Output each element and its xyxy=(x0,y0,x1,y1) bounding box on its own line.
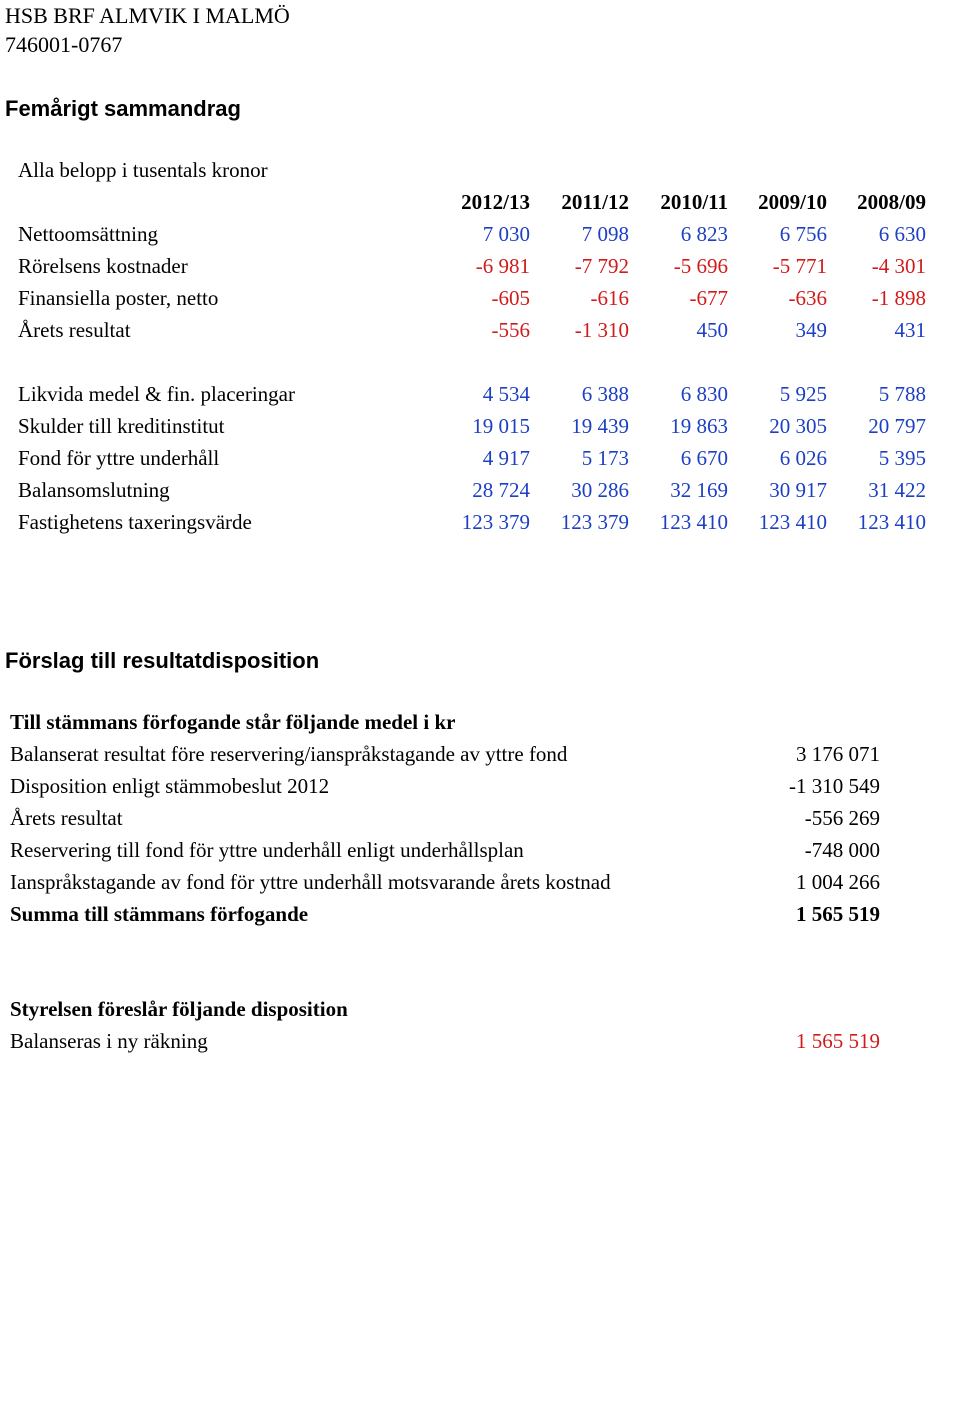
cell-value: 6 630 xyxy=(878,221,926,246)
year-header: 2008/09 xyxy=(857,189,926,214)
cell-value: 28 724 xyxy=(472,477,530,502)
disposition-row xyxy=(10,770,880,802)
cell-value: -1 898 xyxy=(871,285,926,310)
cell-value: 7 098 xyxy=(581,221,629,246)
proposal-heading: Styrelsen föreslår följande disposition xyxy=(10,997,348,1021)
disposition-row xyxy=(10,802,880,834)
row-label: Årets resultat xyxy=(10,806,123,830)
row-value: -556 269 xyxy=(804,806,880,830)
row-label: Årets resultat xyxy=(18,317,131,342)
cell-value: -616 xyxy=(590,285,629,310)
row-label: Fastighetens taxeringsvärde xyxy=(18,509,252,534)
table-row xyxy=(12,378,932,410)
row-label: Balanseras i ny räkning xyxy=(10,1029,208,1053)
cell-value: -5 771 xyxy=(772,253,827,278)
row-label: Balanserat resultat före reservering/ianspråkstagande av yttre fond xyxy=(10,742,568,766)
row-value: 1 565 519 xyxy=(796,1029,880,1053)
cell-value: 6 026 xyxy=(779,445,827,470)
cell-value: 31 422 xyxy=(868,477,926,502)
disposition-row xyxy=(10,834,880,866)
cell-value: 349 xyxy=(795,317,827,342)
cell-value: -636 xyxy=(788,285,827,310)
proposal-section xyxy=(10,993,880,1057)
cell-value: -4 301 xyxy=(871,253,926,278)
year-header-row xyxy=(12,186,932,218)
cell-value: -556 xyxy=(491,317,530,342)
year-header: 2012/13 xyxy=(461,189,530,214)
year-header: 2011/12 xyxy=(561,189,629,214)
row-value: -748 000 xyxy=(804,838,880,862)
cell-value: 450 xyxy=(696,317,728,342)
cell-value: 6 388 xyxy=(581,381,629,406)
cell-value: 5 395 xyxy=(878,445,926,470)
table-row xyxy=(12,410,932,442)
row-value: -1 310 549 xyxy=(789,774,880,798)
cell-value: 19 015 xyxy=(472,413,530,438)
row-label: Fond för yttre underhåll xyxy=(18,445,220,470)
table-row xyxy=(12,506,932,538)
spacer-row xyxy=(12,346,932,378)
cell-value: 19 863 xyxy=(670,413,728,438)
row-label: Likvida medel & fin. placeringar xyxy=(18,381,295,406)
table-row xyxy=(12,218,932,250)
disposition-row xyxy=(10,866,880,898)
cell-value: 6 670 xyxy=(680,445,728,470)
org-number: 746001-0767 xyxy=(5,32,123,57)
row-label: Skulder till kreditinstitut xyxy=(18,413,225,438)
cell-value: 30 917 xyxy=(769,477,827,502)
row-label: Disposition enligt stämmobeslut 2012 xyxy=(10,774,330,798)
table-row xyxy=(12,282,932,314)
table-row xyxy=(12,250,932,282)
cell-value: 4 534 xyxy=(482,381,530,406)
five-year-summary-table xyxy=(12,186,932,538)
cell-value: 4 917 xyxy=(482,445,530,470)
total-label: Summa till stämmans förfogande xyxy=(10,902,309,926)
cell-value: 7 030 xyxy=(482,221,530,246)
disposition-title: Förslag till resultatdisposition xyxy=(5,648,320,673)
document-header xyxy=(5,1,290,59)
row-value: 1 004 266 xyxy=(796,870,880,894)
cell-value: -677 xyxy=(689,285,728,310)
cell-value: -1 310 xyxy=(574,317,629,342)
disposition-section xyxy=(10,706,880,930)
table-row xyxy=(12,474,932,506)
cell-value: 6 823 xyxy=(680,221,728,246)
cell-value: -5 696 xyxy=(673,253,728,278)
row-label: Reservering till fond för yttre underhåll enligt underhållsplan xyxy=(10,838,524,862)
org-name: HSB BRF ALMVIK I MALMÖ xyxy=(5,3,290,28)
cell-value: 32 169 xyxy=(670,477,728,502)
cell-value: 20 797 xyxy=(868,413,926,438)
disposition-total-row xyxy=(10,898,880,930)
cell-value: -6 981 xyxy=(475,253,530,278)
cell-value: 20 305 xyxy=(769,413,827,438)
cell-value: 30 286 xyxy=(571,477,629,502)
cell-value: 6 756 xyxy=(779,221,827,246)
row-label: Finansiella poster, netto xyxy=(18,285,219,310)
table-row xyxy=(12,442,932,474)
cell-value: -7 792 xyxy=(574,253,629,278)
disposition-heading: Till stämmans förfogande står följande medel i kr xyxy=(10,710,456,734)
row-value: 3 176 071 xyxy=(796,742,880,766)
proposal-row xyxy=(10,1025,880,1057)
cell-value: 5 925 xyxy=(779,381,827,406)
year-header: 2010/11 xyxy=(660,189,728,214)
cell-value: 19 439 xyxy=(571,413,629,438)
row-label: Nettoomsättning xyxy=(18,221,158,246)
cell-value: 123 379 xyxy=(560,509,629,534)
cell-value: 123 410 xyxy=(659,509,728,534)
cell-value: 123 379 xyxy=(461,509,530,534)
row-label: Ianspråkstagande av fond för yttre underhåll motsvarande årets kostnad xyxy=(10,870,611,894)
year-header: 2009/10 xyxy=(758,189,827,214)
cell-value: 123 410 xyxy=(758,509,827,534)
cell-value: 123 410 xyxy=(857,509,926,534)
row-label: Rörelsens kostnader xyxy=(18,253,188,278)
amount-note: Alla belopp i tusentals kronor xyxy=(18,158,268,182)
cell-value: 6 830 xyxy=(680,381,728,406)
table-row xyxy=(12,314,932,346)
cell-value: 5 788 xyxy=(878,381,926,406)
row-label: Balansomslutning xyxy=(18,477,170,502)
cell-value: 431 xyxy=(894,317,926,342)
disposition-row xyxy=(10,738,880,770)
cell-value: -605 xyxy=(491,285,530,310)
cell-value: 5 173 xyxy=(581,445,629,470)
total-value: 1 565 519 xyxy=(796,902,880,926)
summary-title: Femårigt sammandrag xyxy=(5,96,241,121)
